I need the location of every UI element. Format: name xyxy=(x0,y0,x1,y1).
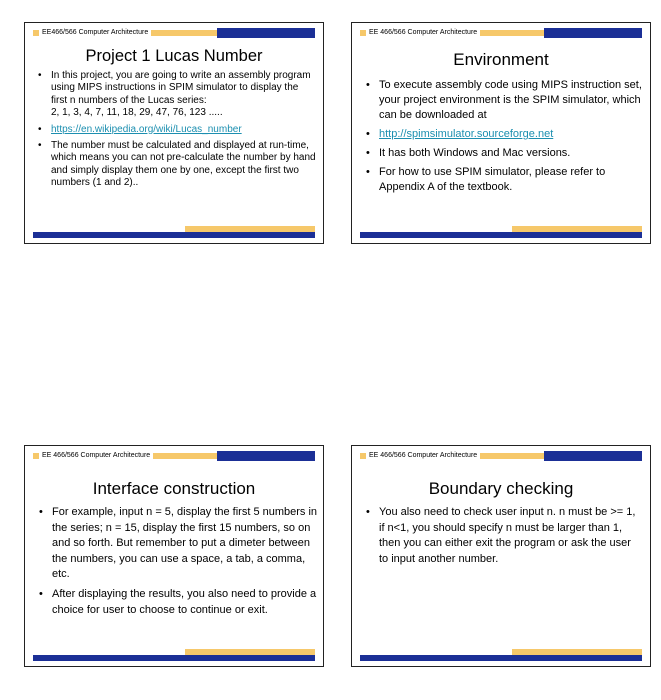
list-item xyxy=(366,78,642,123)
wikipedia-link[interactable]: https://en.wikipedia.org/wiki/Lucas_number xyxy=(51,123,242,135)
slide-boundary-checking xyxy=(351,445,651,667)
list-item xyxy=(366,165,642,195)
bullet-text: To execute assembly code using MIPS instruction set, your project environment is the SPIM simulator, which can be downloaded at xyxy=(379,79,642,121)
bullet-icon: • xyxy=(366,147,370,159)
slide-footer-bar xyxy=(33,655,315,661)
slide-header-accent xyxy=(217,28,315,38)
bullet-icon: • xyxy=(366,79,370,91)
slide-environment xyxy=(351,22,651,244)
slide-title: Project 1 Lucas Number xyxy=(85,47,263,65)
lucas-series-text: 2, 1, 3, 4, 7, 11, 18, 29, 47, 76, 123 ..... xyxy=(51,107,223,119)
bullet-text: In this project, you are going to write an assembly program using MIPS instructions in SPIM simulator to display the first n numbers of the Lucas series: xyxy=(51,70,311,106)
bullet-icon: • xyxy=(366,166,370,178)
list-item xyxy=(366,505,642,567)
list-item xyxy=(38,140,317,190)
bullet-icon: • xyxy=(39,506,43,518)
slide-title: Boundary checking xyxy=(428,479,574,498)
slide-header-text: EE 466/566 Computer Architecture xyxy=(39,449,153,462)
slide-header-accent xyxy=(544,451,642,461)
bullet-icon: • xyxy=(38,70,42,81)
bullet-list xyxy=(366,78,642,199)
slide-header-text: EE466/566 Computer Architecture xyxy=(39,26,151,39)
slide-footer-bar xyxy=(33,232,315,238)
slide-header-text: EE 466/566 Computer Architecture xyxy=(366,26,480,39)
list-item xyxy=(39,587,318,618)
spim-download-link[interactable]: http://spimsimulator.sourceforge.net xyxy=(379,128,554,140)
bullet-text: The number must be calculated and displayed at run-time, which means you can not pre-calculate the number by hand and simply display them one by one, except the first two numbers (1 and 2).. xyxy=(51,140,316,189)
slide-header-accent xyxy=(544,28,642,38)
slide-project-lucas xyxy=(24,22,324,244)
list-item xyxy=(38,70,317,120)
bullet-list xyxy=(38,70,317,194)
list-item xyxy=(38,123,317,136)
bullet-icon: • xyxy=(39,587,43,600)
bullet-list xyxy=(366,505,642,567)
list-item xyxy=(366,127,642,142)
slide-title: Environment xyxy=(453,50,549,69)
bullet-text: It has both Windows and Mac versions. xyxy=(379,147,571,159)
bullet-text: For how to use SPIM simulator, please refer to Appendix A of the textbook. xyxy=(379,166,606,193)
bullet-icon: • xyxy=(366,506,370,518)
slide-footer-bar xyxy=(360,655,642,661)
bullet-list xyxy=(39,505,318,622)
slide-header-accent xyxy=(217,451,315,461)
list-item xyxy=(366,146,642,161)
list-item xyxy=(39,505,318,583)
bullet-icon: • xyxy=(38,140,42,152)
bullet-icon: • xyxy=(366,128,370,140)
slide-header-text: EE 466/566 Computer Architecture xyxy=(366,449,480,462)
slide-interface-construction xyxy=(24,445,324,667)
slide-footer-bar xyxy=(360,232,642,238)
bullet-icon: • xyxy=(38,123,42,135)
bullet-text: After displaying the results, you also need to provide a choice for user to choose to continue or exit. xyxy=(52,587,317,616)
bullet-text: You also need to check user input n. n must be >= 1, if n<1, you should specify n must be larger than 1, then you can either exit the program or ask the user to input another number. xyxy=(379,506,636,565)
slide-title: Interface construction xyxy=(92,479,256,498)
bullet-text: For example, input n = 5, display the first 5 numbers in the series; n = 15, display the first 15 numbers, so on and so forth. But remember to put a dimeter between the numbers, you can use a space, a tab, a comma, etc. xyxy=(52,506,318,581)
